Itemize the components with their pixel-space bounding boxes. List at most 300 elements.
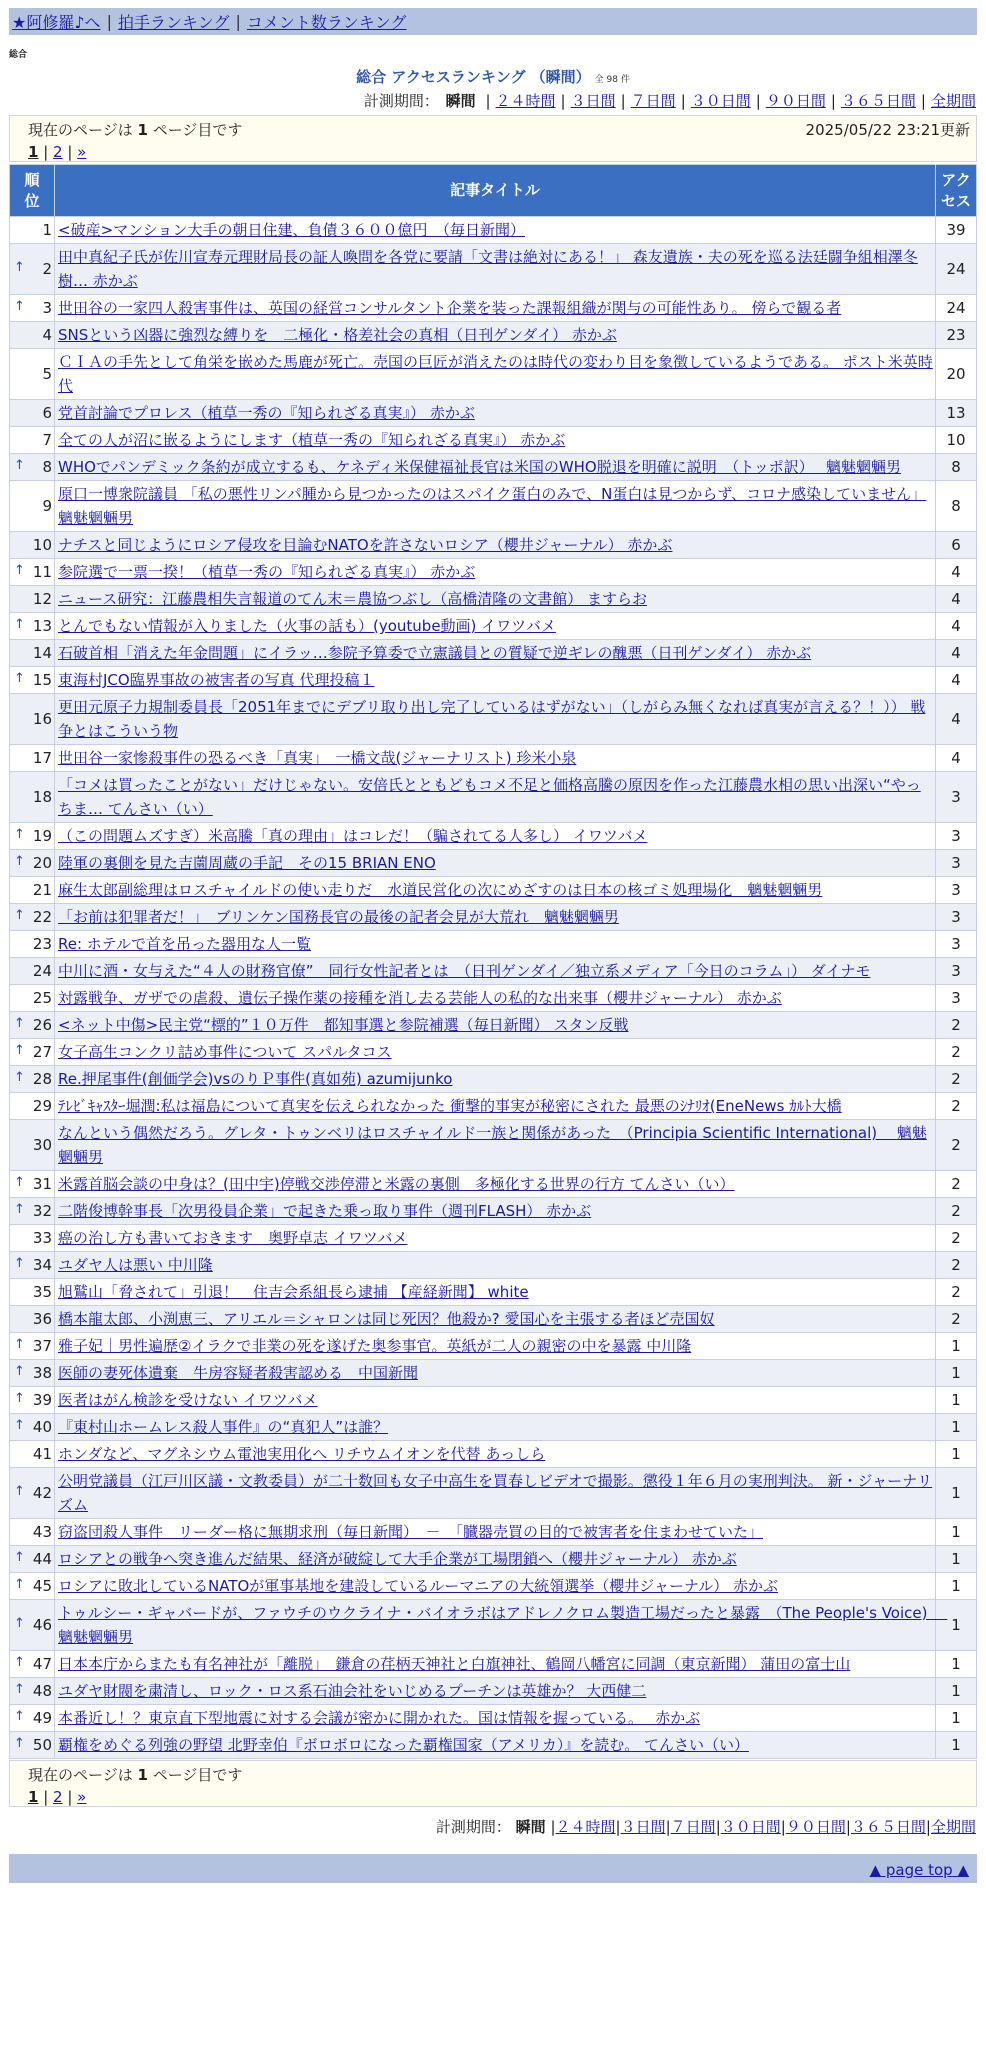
table-row [10, 694, 977, 745]
rank-up-arrow-icon: ↑ [14, 1175, 25, 1190]
table-row [10, 1225, 977, 1252]
table-row [10, 1279, 977, 1306]
period-link[interactable]: ９０日間 [765, 92, 826, 110]
table-row [10, 1387, 977, 1414]
rank-number: 30 [32, 1136, 52, 1154]
top-nav [9, 8, 977, 35]
rank-number: 7 [42, 431, 52, 449]
title-cell [55, 1468, 936, 1519]
article-link[interactable]: ホンダなど、マグネシウム電池実用化へ リチウムイオンを代替 あっしら [58, 1445, 546, 1463]
period-separator: | [560, 92, 566, 110]
article-link[interactable]: 雅子妃｜男性遍歴②イラクで非業の死を遂げた奥参事官。英紙が二人の親密の中を暴露 中川隆 [58, 1337, 692, 1355]
rank-number: 32 [32, 1202, 52, 1220]
title-cell [55, 1573, 936, 1600]
period-separator: | [925, 1818, 931, 1836]
rank-number: 15 [32, 671, 52, 689]
rank-cell [10, 1225, 55, 1252]
period-link[interactable]: ７日間 [670, 1818, 716, 1836]
rank-number: 45 [32, 1577, 52, 1595]
period-link[interactable]: 全期間 [930, 1818, 976, 1836]
article-link[interactable]: トゥルシー・ギャバードが、ファウチのウクライナ・バイオラボはアドレノクロム製造工場だったと暴露 （The People's Voice) 魑魅魍魎男 [58, 1604, 948, 1646]
title-cell [55, 613, 936, 640]
table-row [10, 559, 977, 586]
rank-up-arrow-icon: ↑ [14, 1484, 25, 1499]
period-current: 瞬間 [445, 92, 476, 110]
article-link[interactable]: ニュース研究：江藤農相失言報道のてん末＝農協つぶし（高橋清隆の文書館） ますらお [58, 590, 648, 608]
article-link[interactable]: ロシアに敗北しているNATOが軍事基地を建設しているルーマニアの大統領選挙（櫻井ジャーナル） 赤かぶ [58, 1577, 779, 1595]
rank-cell [10, 823, 55, 850]
rank-cell [10, 1387, 55, 1414]
period-link[interactable]: ３０日間 [690, 92, 751, 110]
rank-cell [10, 1573, 55, 1600]
rank-number: 21 [32, 881, 52, 899]
table-row [10, 481, 977, 532]
rank-cell [10, 1252, 55, 1279]
rank-cell [10, 1468, 55, 1519]
article-link[interactable]: 米露首脳会談の中身は？(田中宇)停戦交渉停滞と米露の裏側 多極化する世界の行方 てんさい（い） [58, 1175, 735, 1193]
access-count: 4 [936, 694, 977, 745]
table-row [10, 850, 977, 877]
article-link[interactable]: 橋本龍太郎、小渕恵三、アリエル＝シャロンは同じ死因？他殺か? 愛国心を主張する者ほど売国奴 [58, 1310, 715, 1328]
table-row [10, 427, 977, 454]
rank-up-arrow-icon: ↑ [14, 854, 25, 869]
article-link[interactable]: 世田谷一家惨殺事件の恐るべき「真実」 一橋文哉(ジャーナリスト) 珍米小泉 [58, 749, 577, 767]
table-row [10, 217, 977, 244]
rank-number: 3 [42, 299, 52, 317]
title-cell [55, 1651, 936, 1678]
access-count: 2 [936, 1093, 977, 1120]
table-row [10, 958, 977, 985]
rank-cell [10, 1198, 55, 1225]
title-cell [55, 1279, 936, 1306]
title-cell [55, 1066, 936, 1093]
table-row [10, 1519, 977, 1546]
table-row [10, 1198, 977, 1225]
title-cell [55, 1252, 936, 1279]
access-count: 8 [936, 454, 977, 481]
rank-number: 23 [32, 935, 52, 953]
nav-separator: | [106, 12, 112, 31]
rank-cell [10, 322, 55, 349]
article-link[interactable]: 対露戦争、ガザでの虐殺、遺伝子操作薬の接種を消し去る芸能人の私的な出来事（櫻井ジャーナル） 赤かぶ [58, 989, 782, 1007]
access-count: 4 [936, 640, 977, 667]
rank-number: 42 [32, 1484, 52, 1502]
category-label: 総合 [9, 50, 28, 60]
article-link[interactable]: 『東村山ホームレス殺人事件』の“真犯人”は誰？ [58, 1418, 389, 1436]
title-cell [55, 904, 936, 931]
ranking-title [0, 66, 986, 87]
rank-number: 41 [32, 1445, 52, 1463]
rank-cell [10, 532, 55, 559]
rank-cell [10, 1066, 55, 1093]
article-link[interactable]: 旭鷲山「脅されて」引退！ 住吉会系組長ら逮捕 【産経新聞】 white [58, 1283, 529, 1301]
rank-cell [10, 1546, 55, 1573]
title-cell [55, 1546, 936, 1573]
footer-bar [9, 1854, 977, 1883]
pager-top [9, 115, 977, 162]
access-count: 2 [936, 1279, 977, 1306]
ranking-table [9, 164, 977, 1759]
table-header-row [10, 165, 977, 217]
access-count: 1 [936, 1441, 977, 1468]
rank-number: 11 [32, 563, 52, 581]
table-row [10, 1306, 977, 1333]
table-row [10, 1120, 977, 1171]
rank-number: 19 [32, 827, 52, 845]
period-separator: | [550, 1818, 556, 1836]
title-cell [55, 349, 936, 400]
col-access-header: アクセス [936, 165, 977, 217]
title-cell [55, 1600, 948, 1651]
access-count: 2 [936, 1120, 977, 1171]
access-count: 1 [936, 1387, 977, 1414]
rank-up-arrow-icon: ↑ [14, 1655, 25, 1670]
access-count: 1 [936, 1732, 977, 1759]
table-row [10, 1600, 977, 1651]
ranking-count: 全 98 件 [594, 75, 630, 85]
article-link[interactable]: 「コメは買ったことがない」だけじゃない。安倍氏とともどもコメ不足と価格高騰の原因を作った江藤農水相の思い出深い“やっちま… てんさい（い） [58, 776, 921, 818]
rank-number: 24 [32, 962, 52, 980]
period-link[interactable]: ２４時間 [555, 1818, 616, 1836]
rank-up-arrow-icon: ↑ [14, 1709, 25, 1724]
rank-cell [10, 1120, 55, 1171]
period-separator: | [665, 1818, 671, 1836]
rank-cell [10, 1678, 55, 1705]
article-link[interactable]: SNSという凶器に強烈な縛りを 二極化・格差社会の真相（日刊ゲンダイ） 赤かぶ [58, 326, 617, 344]
page-1-current: 1 [28, 143, 39, 161]
title-cell [55, 877, 936, 904]
table-row [10, 1093, 977, 1120]
rank-number: 26 [32, 1016, 52, 1034]
period-separator: | [780, 1818, 786, 1836]
title-cell [55, 427, 936, 454]
access-count: 2 [936, 1306, 977, 1333]
table-row [10, 745, 977, 772]
rank-number: 36 [32, 1310, 52, 1328]
article-link[interactable]: 覇権をめぐる列強の野望 北野幸伯『ボロボロになった覇権国家（アメリカ）』を読む。 てんさい（い） [58, 1736, 749, 1754]
rank-cell [10, 1414, 55, 1441]
table-row [10, 823, 977, 850]
rank-up-arrow-icon: ↑ [14, 1736, 25, 1751]
comment-ranking-link[interactable]: コメント数ランキング [246, 13, 407, 32]
rank-cell [10, 244, 55, 295]
rank-cell [10, 217, 55, 244]
access-count: 24 [936, 295, 977, 322]
period-link[interactable]: ９０日間 [785, 1818, 846, 1836]
like-ranking-link[interactable]: 拍手ランキング [117, 13, 230, 32]
title-cell [55, 1414, 936, 1441]
rank-cell [10, 1093, 55, 1120]
period-link[interactable]: 全期間 [930, 92, 976, 110]
rank-up-arrow-icon: ↑ [14, 1043, 25, 1058]
article-link[interactable]: WHOでパンデミック条約が成立するも、ケネディ米保健福祉長官は米国のWHO脱退を明確に説明 （トッポ訳） 魑魅魍魎男 [58, 458, 902, 476]
table-row [10, 1414, 977, 1441]
table-row [10, 1468, 977, 1519]
rank-cell [10, 1705, 55, 1732]
rank-cell [10, 613, 55, 640]
table-row [10, 1678, 977, 1705]
period-link[interactable]: ３日間 [570, 92, 616, 110]
title-cell [55, 1705, 936, 1732]
title-cell [55, 1306, 936, 1333]
rank-up-arrow-icon: ↑ [14, 1070, 25, 1085]
access-count: 4 [936, 745, 977, 772]
article-link[interactable]: 更田元原子力規制委員長「2051年までにデブリ取り出し完了しているはずがない」（しがらみ無くなれば真実が言える？！）） 戦争とはこういう物 [58, 698, 926, 740]
table-row [10, 1066, 977, 1093]
access-count: 1 [936, 1705, 977, 1732]
period-separator: | [620, 92, 626, 110]
access-count: 23 [936, 322, 977, 349]
table-row [10, 1651, 977, 1678]
rank-number: 48 [32, 1682, 52, 1700]
article-link[interactable]: 参院選で一票一揆！（植草一秀の『知られざる真実』） 赤かぶ [58, 563, 476, 581]
table-row [10, 877, 977, 904]
article-link[interactable]: とんでもない情報が入りました（火事の話も）(youtube動画) イワツバメ [58, 617, 556, 635]
rank-up-arrow-icon: ↑ [14, 1418, 25, 1433]
rank-number: 33 [32, 1229, 52, 1247]
rank-number: 5 [42, 365, 52, 383]
next-page-link[interactable]: » [77, 143, 87, 161]
period-label: 計測期間： [363, 92, 439, 110]
article-link[interactable]: 全ての人が沼に嵌るようにします（植草一秀の『知られざる真実』） 赤かぶ [58, 431, 566, 449]
rank-cell [10, 295, 55, 322]
page-2-link[interactable]: 2 [53, 1788, 63, 1806]
table-row [10, 454, 977, 481]
rank-cell [10, 931, 55, 958]
article-link[interactable]: 麻生太郎副総理はロスチャイルドの使い走りだ 水道民営化の次にめざすのは日本の核ゴミ処理場化 魑魅魍魎男 [58, 881, 823, 899]
rank-cell [10, 1171, 55, 1198]
period-link[interactable]: ３日間 [620, 1818, 666, 1836]
rank-cell [10, 958, 55, 985]
table-row [10, 772, 977, 823]
rank-up-arrow-icon: ↑ [14, 563, 25, 578]
rank-cell [10, 1441, 55, 1468]
rank-number: 35 [32, 1283, 52, 1301]
rank-number: 2 [42, 260, 52, 278]
access-count: 1 [936, 1600, 977, 1651]
nav-separator: | [235, 12, 241, 31]
period-separator: | [920, 92, 926, 110]
rank-cell [10, 349, 55, 400]
current-page-text: 現在のページは 1 ページ目です [28, 1766, 243, 1784]
rank-cell [10, 454, 55, 481]
access-count: 10 [936, 427, 977, 454]
rank-number: 14 [32, 644, 52, 662]
col-title-header: 記事タイトル [55, 165, 936, 217]
title-cell [55, 559, 936, 586]
title-cell [55, 1039, 936, 1066]
rank-number: 47 [32, 1655, 52, 1673]
access-count: 4 [936, 667, 977, 694]
rank-cell [10, 427, 55, 454]
access-count: 2 [936, 1171, 977, 1198]
title-cell [55, 1012, 936, 1039]
article-link[interactable]: 癌の治し方も書いておきます 奥野卓志 イワツバメ [58, 1229, 408, 1247]
rank-number: 27 [32, 1043, 52, 1061]
title-cell [55, 1093, 936, 1120]
table-row [10, 1333, 977, 1360]
article-link[interactable]: 女子高生コンクリ詰め事件について スパルタコス [58, 1043, 392, 1061]
rank-cell [10, 1519, 55, 1546]
rank-up-arrow-icon: ↑ [14, 1616, 25, 1631]
article-link[interactable]: ＣＩＡの手先として角栄を嵌めた馬鹿が死亡。売国の巨匠が消えたのは時代の変わり目を象徴しているようである。 ポスト米英時代 [58, 353, 933, 395]
access-count: 3 [936, 850, 977, 877]
page-links: 1 | 2 | » [28, 143, 87, 161]
article-link[interactable]: ロシアとの戦争へ突き進んだ結果、経済が破綻して大手企業が工場閉鎖へ（櫻井ジャーナル） 赤かぶ [58, 1550, 737, 1568]
rank-up-arrow-icon: ↑ [14, 1550, 25, 1565]
table-row [10, 613, 977, 640]
article-link[interactable]: <ネット中傷>民主党“標的”１０万件 都知事選と参院補選（毎日新聞） スタン反戦 [58, 1016, 629, 1034]
rank-up-arrow-icon: ↑ [14, 908, 25, 923]
rank-up-arrow-icon: ↑ [14, 1682, 25, 1697]
access-count: 13 [936, 400, 977, 427]
access-count: 3 [936, 931, 977, 958]
rank-number: 39 [32, 1391, 52, 1409]
access-count: 1 [936, 1414, 977, 1441]
article-link[interactable]: Re.押尾事件(創価学会)vsのりＰ事件(真如苑) azumijunko [58, 1070, 453, 1088]
title-cell [55, 1387, 936, 1414]
article-link[interactable]: 公明党議員（江戸川区議・文教委員）が二十数回も女子中高生を買春しビデオで撮影。懲役１年６月の実刑判決。 新・ジャーナリズム [58, 1472, 933, 1514]
rank-cell [10, 985, 55, 1012]
rank-number: 20 [32, 854, 52, 872]
period-link[interactable]: ２４時間 [495, 92, 556, 110]
table-row [10, 1441, 977, 1468]
rank-number: 29 [32, 1097, 52, 1115]
period-separator: | [615, 1818, 621, 1836]
rank-up-arrow-icon: ↑ [14, 1391, 25, 1406]
rank-number: 8 [42, 458, 52, 476]
page-top-link[interactable]: ▲ page top ▲ [869, 1861, 969, 1879]
article-link[interactable]: 中川に酒・女与えた“４人の財務官僚” 同行女性記者とは （日刊ゲンダイ／独立系メディア「今日のコラム」） ダイナモ [58, 962, 871, 980]
article-link[interactable]: 医者はがん検診を受けない イワツバメ [58, 1391, 318, 1409]
title-cell [55, 823, 936, 850]
rank-cell [10, 877, 55, 904]
table-row [10, 640, 977, 667]
title-cell [55, 772, 936, 823]
article-link[interactable]: 東海村JCO臨界事故の被害者の写真 代理投稿１ [58, 671, 375, 689]
table-row [10, 400, 977, 427]
rank-cell [10, 745, 55, 772]
access-count: 3 [936, 904, 977, 931]
rank-number: 38 [32, 1364, 52, 1382]
access-count: 2 [936, 1225, 977, 1252]
article-link[interactable]: 医師の妻死体遺棄 牛房容疑者殺害認める 中国新聞 [58, 1364, 419, 1382]
period-separator: | [830, 92, 836, 110]
rank-number: 43 [32, 1523, 52, 1541]
period-link[interactable]: ３６５日間 [840, 92, 916, 110]
title-cell [55, 667, 936, 694]
article-link[interactable]: 田中真紀子氏が佐川宣寿元理財局長の証人喚問を各党に要請「文書は絶対にある！」 森友遺族・夫の死を巡る法廷闘争組相澤冬樹… 赤かぶ [58, 248, 918, 290]
table-row [10, 1039, 977, 1066]
rank-number: 6 [42, 404, 52, 422]
article-link[interactable]: 陸軍の裏側を見た吉薗周蔵の手記 その15 BRIAN ENO [58, 854, 436, 872]
rank-number: 28 [32, 1070, 52, 1088]
article-link[interactable]: <破産>マンション大手の朝日住建、負債３６００億円 （毎日新聞） [58, 221, 525, 239]
title-cell [55, 985, 936, 1012]
article-link[interactable]: ナチスと同じようにロシア侵攻を目論むNATOを許さないロシア（櫻井ジャーナル） 赤かぶ [58, 536, 673, 554]
access-count: 1 [936, 1333, 977, 1360]
access-count: 1 [936, 1678, 977, 1705]
rank-up-arrow-icon: ↑ [14, 1577, 25, 1592]
access-count: 8 [936, 481, 977, 532]
period-separator: | [715, 1818, 721, 1836]
rank-up-arrow-icon: ↑ [14, 1256, 25, 1271]
article-link[interactable]: （この問題ムズすぎ）米高騰「真の理由」はコレだ！（騙されてる人多し） イワツバメ [58, 827, 648, 845]
table-row [10, 322, 977, 349]
article-link[interactable]: 党首討論でプロレス（植草一秀の『知られざる真実』） 赤かぶ [58, 404, 475, 422]
article-link[interactable]: 石破首相「消えた年金問題」にイラッ…参院予算委で立憲議員との質疑で逆ギレの醜悪（日刊ゲンダイ） 赤かぶ [58, 644, 812, 662]
access-count: 3 [936, 823, 977, 850]
table-row [10, 349, 977, 400]
rank-number: 40 [32, 1418, 52, 1436]
access-count: 4 [936, 586, 977, 613]
rank-number: 17 [32, 749, 52, 767]
rank-cell [10, 1012, 55, 1039]
table-row [10, 667, 977, 694]
article-link[interactable]: 世田谷の一家四人殺害事件は、英国の経営コンサルタント企業を装った課報組織が関与の可能性あり。 傍らで観る者 [58, 299, 842, 317]
ranking-title-text: 総合 アクセスランキング （瞬間） [356, 68, 591, 86]
home-link[interactable]: ★阿修羅♪へ [12, 13, 101, 32]
article-link[interactable]: 日本本庁からまたも有名神社が「離脱」 鎌倉の荏柄天神社と白旗神社、鶴岡八幡宮に同調（東京新聞） 蒲田の富士山 [58, 1655, 851, 1673]
article-link[interactable]: ユダヤ人は悪い 中川隆 [58, 1256, 213, 1274]
rank-up-arrow-icon: ↑ [14, 617, 25, 632]
title-cell [55, 958, 936, 985]
article-link[interactable]: ﾃﾚﾋﾞｷｬｽﾀｰ堀潤:私は福島について真実を伝えられなかった 衝撃的事実が秘密にされた 最悪のｼﾅﾘｵ(EneNews ｶﾙﾄ大橋 [58, 1097, 842, 1115]
table-row [10, 532, 977, 559]
period-link[interactable]: ７日間 [630, 92, 676, 110]
table-row [10, 244, 977, 295]
rank-number: 18 [32, 788, 52, 806]
table-row [10, 1252, 977, 1279]
article-link[interactable]: 窃盗団殺人事件 リーダー格に無期求刑（毎日新聞） － 「臓器売買の目的で被害者を住まわせていた」 [58, 1523, 764, 1541]
rank-up-arrow-icon: ↑ [14, 1202, 25, 1217]
page-1-current: 1 [28, 1788, 39, 1806]
article-link[interactable]: 「お前は犯罪者だ！」 ブリンケン国務長官の最後の記者会見が大荒れ 魑魅魍魎男 [58, 908, 619, 926]
article-link[interactable]: Re: ホテルで首を吊った器用な人一覧 [58, 935, 312, 953]
title-cell [55, 1225, 936, 1252]
title-cell [55, 1333, 936, 1360]
article-link[interactable]: 二階俊博幹事長「次男役員企業」で起きた乗っ取り事件（週刊FLASH） 赤かぶ [58, 1202, 592, 1220]
period-link[interactable]: ３０日間 [720, 1818, 781, 1836]
access-count: 3 [936, 877, 977, 904]
title-cell [55, 745, 936, 772]
article-link[interactable]: 原口一博衆院議員 「私の悪性リンパ腫から見つかったのはスパイク蛋白のみで、N蛋白は見つからず、コロナ感染していません」 魑魅魍魎男 [58, 485, 927, 527]
title-cell [55, 1441, 936, 1468]
table-row [10, 1732, 977, 1759]
article-link[interactable]: ユダヤ財閥を粛清し、ロック・ロス系石油会社をいじめるプーチンは英雄か？ 大西健二 [58, 1682, 647, 1700]
next-page-link[interactable]: » [77, 1788, 87, 1806]
access-count: 24 [936, 244, 977, 295]
access-count: 2 [936, 1066, 977, 1093]
rank-number: 4 [42, 326, 52, 344]
table-row [10, 1546, 977, 1573]
article-link[interactable]: 本番近し！？東京直下型地震に対する会議が密かに開かれた。国は情報を握っている。 赤かぶ [58, 1709, 701, 1727]
title-cell [55, 454, 936, 481]
table-row [10, 586, 977, 613]
article-link[interactable]: なんという偶然だろう。グレタ・トゥンベリはロスチャイルド一族と関係があった （Principia Scientific International) 魑魅魍魎男 [58, 1124, 927, 1166]
rank-cell [10, 850, 55, 877]
page-2-link[interactable]: 2 [53, 143, 63, 161]
period-current: 瞬間 [515, 1818, 546, 1836]
access-count: 39 [936, 217, 977, 244]
rank-number: 13 [32, 617, 52, 635]
access-count: 1 [936, 1546, 977, 1573]
rank-up-arrow-icon: ↑ [14, 827, 25, 842]
period-link[interactable]: ３６５日間 [850, 1818, 926, 1836]
title-cell [55, 1732, 936, 1759]
rank-up-arrow-icon: ↑ [14, 671, 25, 686]
access-count: 3 [936, 958, 977, 985]
